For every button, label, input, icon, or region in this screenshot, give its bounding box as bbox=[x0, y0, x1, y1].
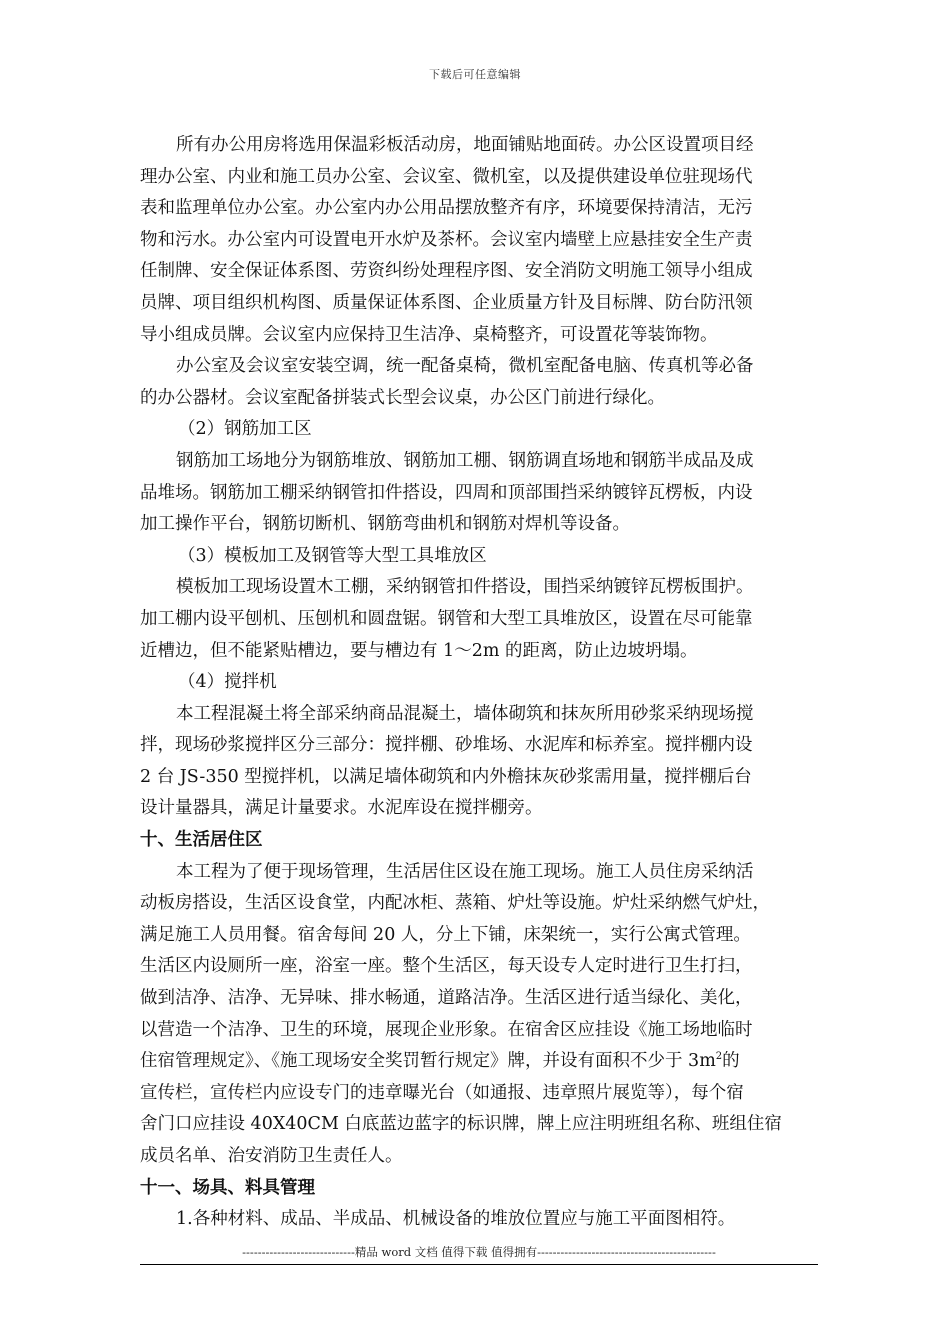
text-line: 模板加工现场设置木工棚，采纳钢管扣件搭设，围挡采纳镀锌瓦楞板围护。 bbox=[176, 577, 754, 598]
paragraph-living-area bbox=[140, 857, 820, 1173]
page-footer: -----------------------------精品 word 文档 值得下载 值得拥有---------------------------------------------- bbox=[242, 1245, 716, 1259]
text-line: 近槽边，但不能紧贴槽边，要与槽边有 1～2m 的距离，防止边坡坍塌。 bbox=[140, 640, 698, 661]
document-body bbox=[140, 130, 820, 1236]
text-line: 拌，现场砂浆搅拌区分三部分：搅拌棚、砂堆场、水泥库和标养室。搅拌棚内设 bbox=[140, 735, 753, 756]
text-line: 加工操作平台，钢筋切断机、钢筋弯曲机和钢筋对焊机等设备。 bbox=[140, 514, 630, 535]
text-line: 表和监理单位办公室。办公室内办公用品摆放整齐有序，环境要保持清洁，无污 bbox=[140, 198, 753, 219]
heading-formwork-area: （3）模板加工及钢管等大型工具堆放区 bbox=[178, 545, 487, 566]
paragraph-office-equipment bbox=[140, 351, 820, 414]
text-line: 舍门口应挂设 40X40CM 白底蓝边蓝字的标识牌，牌上应注明班组名称、班组住宿 bbox=[140, 1114, 782, 1135]
paragraph-mixer bbox=[140, 699, 820, 825]
text-line: 品堆场。钢筋加工棚采纳钢管扣件搭设，四周和顶部围挡采纳镀锌瓦楞板，内设 bbox=[140, 482, 753, 503]
text-segment: 的 bbox=[722, 1051, 740, 1072]
text-line: 钢筋加工场地分为钢筋堆放、钢筋加工棚、钢筋调直场地和钢筋半成品及成 bbox=[176, 450, 754, 471]
text-line: 2 台 JS-350 型搅拌机，以满足墙体砌筑和内外檐抹灰砂浆需用量，搅拌棚后台 bbox=[140, 766, 752, 787]
text-line: 本工程混凝土将全部采纳商品混凝土，墙体砌筑和抹灰所用砂浆采纳现场搅 bbox=[176, 703, 754, 724]
text-line: 本工程为了便于现场管理，生活居住区设在施工现场。施工人员住房采纳活 bbox=[176, 861, 754, 882]
text-line: 物和污水。办公室内可设置电开水炉及茶杯。会议室内墙壁上应悬挂安全生产责 bbox=[140, 229, 753, 250]
list-item-material-stacking: 1.各种材料、成品、半成品、机械设备的堆放位置应与施工平面图相符。 bbox=[176, 1209, 736, 1230]
text-line: 动板房搭设，生活区设食堂，内配冰柜、蒸箱、炉灶等设施。炉灶采纳燃气炉灶， bbox=[140, 893, 770, 914]
heading-mixer: （4）搅拌机 bbox=[178, 672, 277, 693]
heading-steel-processing: （2）钢筋加工区 bbox=[178, 419, 312, 440]
page-header: 下载后可任意编辑 bbox=[429, 68, 521, 81]
section-heading-living-area: 十、生活居住区 bbox=[140, 830, 263, 851]
section-heading-tools-materials: 十一、场具、料具管理 bbox=[140, 1177, 315, 1198]
text-line: 导小组成员牌。会议室内应保持卫生洁净、桌椅整齐，可设置花等装饰物。 bbox=[140, 324, 718, 345]
text-line: 员牌、项目组织机构图、质量保证体系图、企业质量方针及目标牌、防台防汛领 bbox=[140, 292, 753, 313]
text-line: 理办公室、内业和施工员办公室、会议室、微机室，以及提供建设单位驻现场代 bbox=[140, 166, 753, 187]
text-line: 满足施工人员用餐。宿舍每间 20 人，分上下铺，床架统一，实行公寓式管理。 bbox=[140, 924, 751, 945]
text-line: 的办公器材。会议室配备拼装式长型会议桌，办公区门前进行绿化。 bbox=[140, 387, 665, 408]
text-line: 加工棚内设平刨机、压刨机和圆盘锯。钢管和大型工具堆放区，设置在尽可能靠 bbox=[140, 608, 753, 629]
text-line: 生活区内设厕所一座，浴室一座。整个生活区，每天设专人定时进行卫生打扫， bbox=[140, 956, 753, 977]
text-line: 所有办公用房将选用保温彩板活动房，地面铺贴地面砖。办公区设置项目经 bbox=[176, 135, 754, 155]
text-line bbox=[140, 1046, 820, 1078]
text-line: 成员名单、治安消防卫生责任人。 bbox=[140, 1146, 403, 1166]
paragraph-steel-processing bbox=[140, 446, 820, 541]
superscript: 2 bbox=[715, 1051, 723, 1063]
text-line: 任制牌、安全保证体系图、劳资纠纷处理程序图、安全消防文明施工领导小组成 bbox=[140, 261, 753, 282]
text-line: 办公室及会议室安装空调，统一配备桌椅，微机室配备电脑、传真机等必备 bbox=[176, 356, 754, 377]
text-line: 做到洁净、洁净、无异味、排水畅通，道路洁净。生活区进行适当绿化、美化， bbox=[140, 988, 753, 1009]
text-segment: 住宿管理规定》、《施工现场安全奖罚暂行规定》牌，并设有面积不少于 3m bbox=[140, 1051, 716, 1072]
paragraph-formwork-area bbox=[140, 572, 820, 667]
text-line: 设计量器具，满足计量要求。水泥库设在搅拌棚旁。 bbox=[140, 798, 543, 819]
text-line: 以营造一个洁净、卫生的环境，展现企业形象。在宿舍区应挂设《施工场地临时 bbox=[140, 1019, 753, 1040]
text-line: 宣传栏，宣传栏内应设专门的违章曝光台（如通报、违章照片展览等），每个宿 bbox=[140, 1082, 744, 1103]
paragraph-office-facilities bbox=[140, 130, 820, 351]
footer-divider bbox=[140, 1264, 818, 1265]
